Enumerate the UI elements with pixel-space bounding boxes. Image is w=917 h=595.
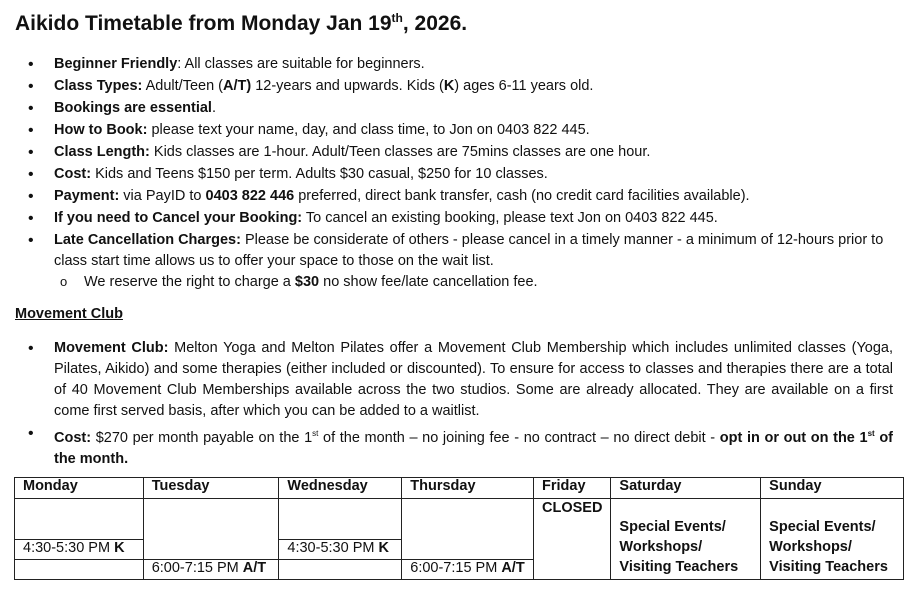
cell-monday-empty bbox=[15, 499, 144, 540]
list-item-cancel: • If you need to Cancel your Booking: To cancel an existing booking, please text Jon on 0403 822 445. bbox=[0, 208, 905, 229]
cell-monday-kids: 4:30-5:30 PM K bbox=[15, 540, 144, 560]
list-item-how-to-book: • How to Book: please text your name, day, and class time, to Jon on 0403 822 445. bbox=[0, 120, 905, 141]
header-wednesday: Wednesday bbox=[279, 478, 402, 499]
movement-list bbox=[0, 338, 905, 471]
page-title: Aikido Timetable from Monday Jan 19th, 2026. bbox=[15, 11, 468, 35]
list-item-payment: • Payment: via PayID to 0403 822 446 preferred, direct bank transfer, cash (no credit card facilities available). bbox=[0, 186, 905, 207]
table-row bbox=[15, 499, 904, 540]
list-item-movement-club: • Movement Club: Melton Yoga and Melton Pilates offer a Movement Club Membership which includes unlimited classes (Yoga, Pilates, Aikido) and some therapies (either included or discounted). To ensure for access to classes and therapies there are a total of 40 Movement Club Memberships available across the two studios. Some are already allocated. They are available on a first come first served basis, after which you can be added to a waitlist. bbox=[0, 338, 905, 422]
cell-wednesday-empty-bottom bbox=[279, 560, 402, 580]
list-item-late-cancellation: • Late Cancellation Charges: Please be considerate of others - please cancel in a timely manner - a minimum of 12-hours prior to class start time allows us to offer your space to those on the wait list. o We reserve the right to charge a $30 no show fee/late cancellation fee. bbox=[0, 230, 905, 293]
cell-sunday-events: Special Events/ Workshops/ Visiting Teachers bbox=[761, 499, 904, 580]
cell-saturday-events: Special Events/ Workshops/ Visiting Teachers bbox=[611, 499, 761, 580]
header-saturday: Saturday bbox=[611, 478, 761, 499]
sub-item-reserve: o We reserve the right to charge a $30 no show fee/late cancellation fee. bbox=[54, 272, 905, 293]
cell-wednesday-kids: 4:30-5:30 PM K bbox=[279, 540, 402, 560]
cell-tuesday-empty bbox=[143, 499, 279, 560]
header-sunday: Sunday bbox=[761, 478, 904, 499]
list-item-class-length: • Class Length: Kids classes are 1-hour. Adult/Teen classes are 75mins classes are one hour. bbox=[0, 142, 905, 163]
header-friday: Friday bbox=[534, 478, 611, 499]
cell-thursday-adult: 6:00-7:15 PM A/T bbox=[402, 560, 534, 580]
list-item-movement-cost: • Cost: $270 per month payable on the 1st of the month – no joining fee - no contract – no direct debit - opt in or out on the 1st of the month. bbox=[0, 423, 905, 470]
header-tuesday: Tuesday bbox=[143, 478, 279, 499]
list-item-cost: • Cost: Kids and Teens $150 per term. Adults $30 casual, $250 for 10 classes. bbox=[0, 164, 905, 185]
table-header-row bbox=[15, 478, 904, 499]
cell-thursday-empty bbox=[402, 499, 534, 560]
cell-monday-empty-bottom bbox=[15, 560, 144, 580]
cell-wednesday-empty bbox=[279, 499, 402, 540]
cell-friday-closed: CLOSED bbox=[534, 499, 611, 580]
list-item-bookings: • Bookings are essential. bbox=[0, 98, 905, 119]
timetable bbox=[14, 477, 904, 580]
list-item-class-types: • Class Types: Adult/Teen (A/T) 12-years and upwards. Kids (K) ages 6-11 years old. bbox=[0, 76, 905, 97]
header-monday: Monday bbox=[15, 478, 144, 499]
cell-tuesday-adult: 6:00-7:15 PM A/T bbox=[143, 560, 279, 580]
info-list bbox=[0, 54, 905, 294]
section-heading-movement-club: Movement Club bbox=[15, 306, 123, 322]
header-thursday: Thursday bbox=[402, 478, 534, 499]
list-item-beginner: • Beginner Friendly: All classes are suitable for beginners. bbox=[0, 54, 905, 75]
